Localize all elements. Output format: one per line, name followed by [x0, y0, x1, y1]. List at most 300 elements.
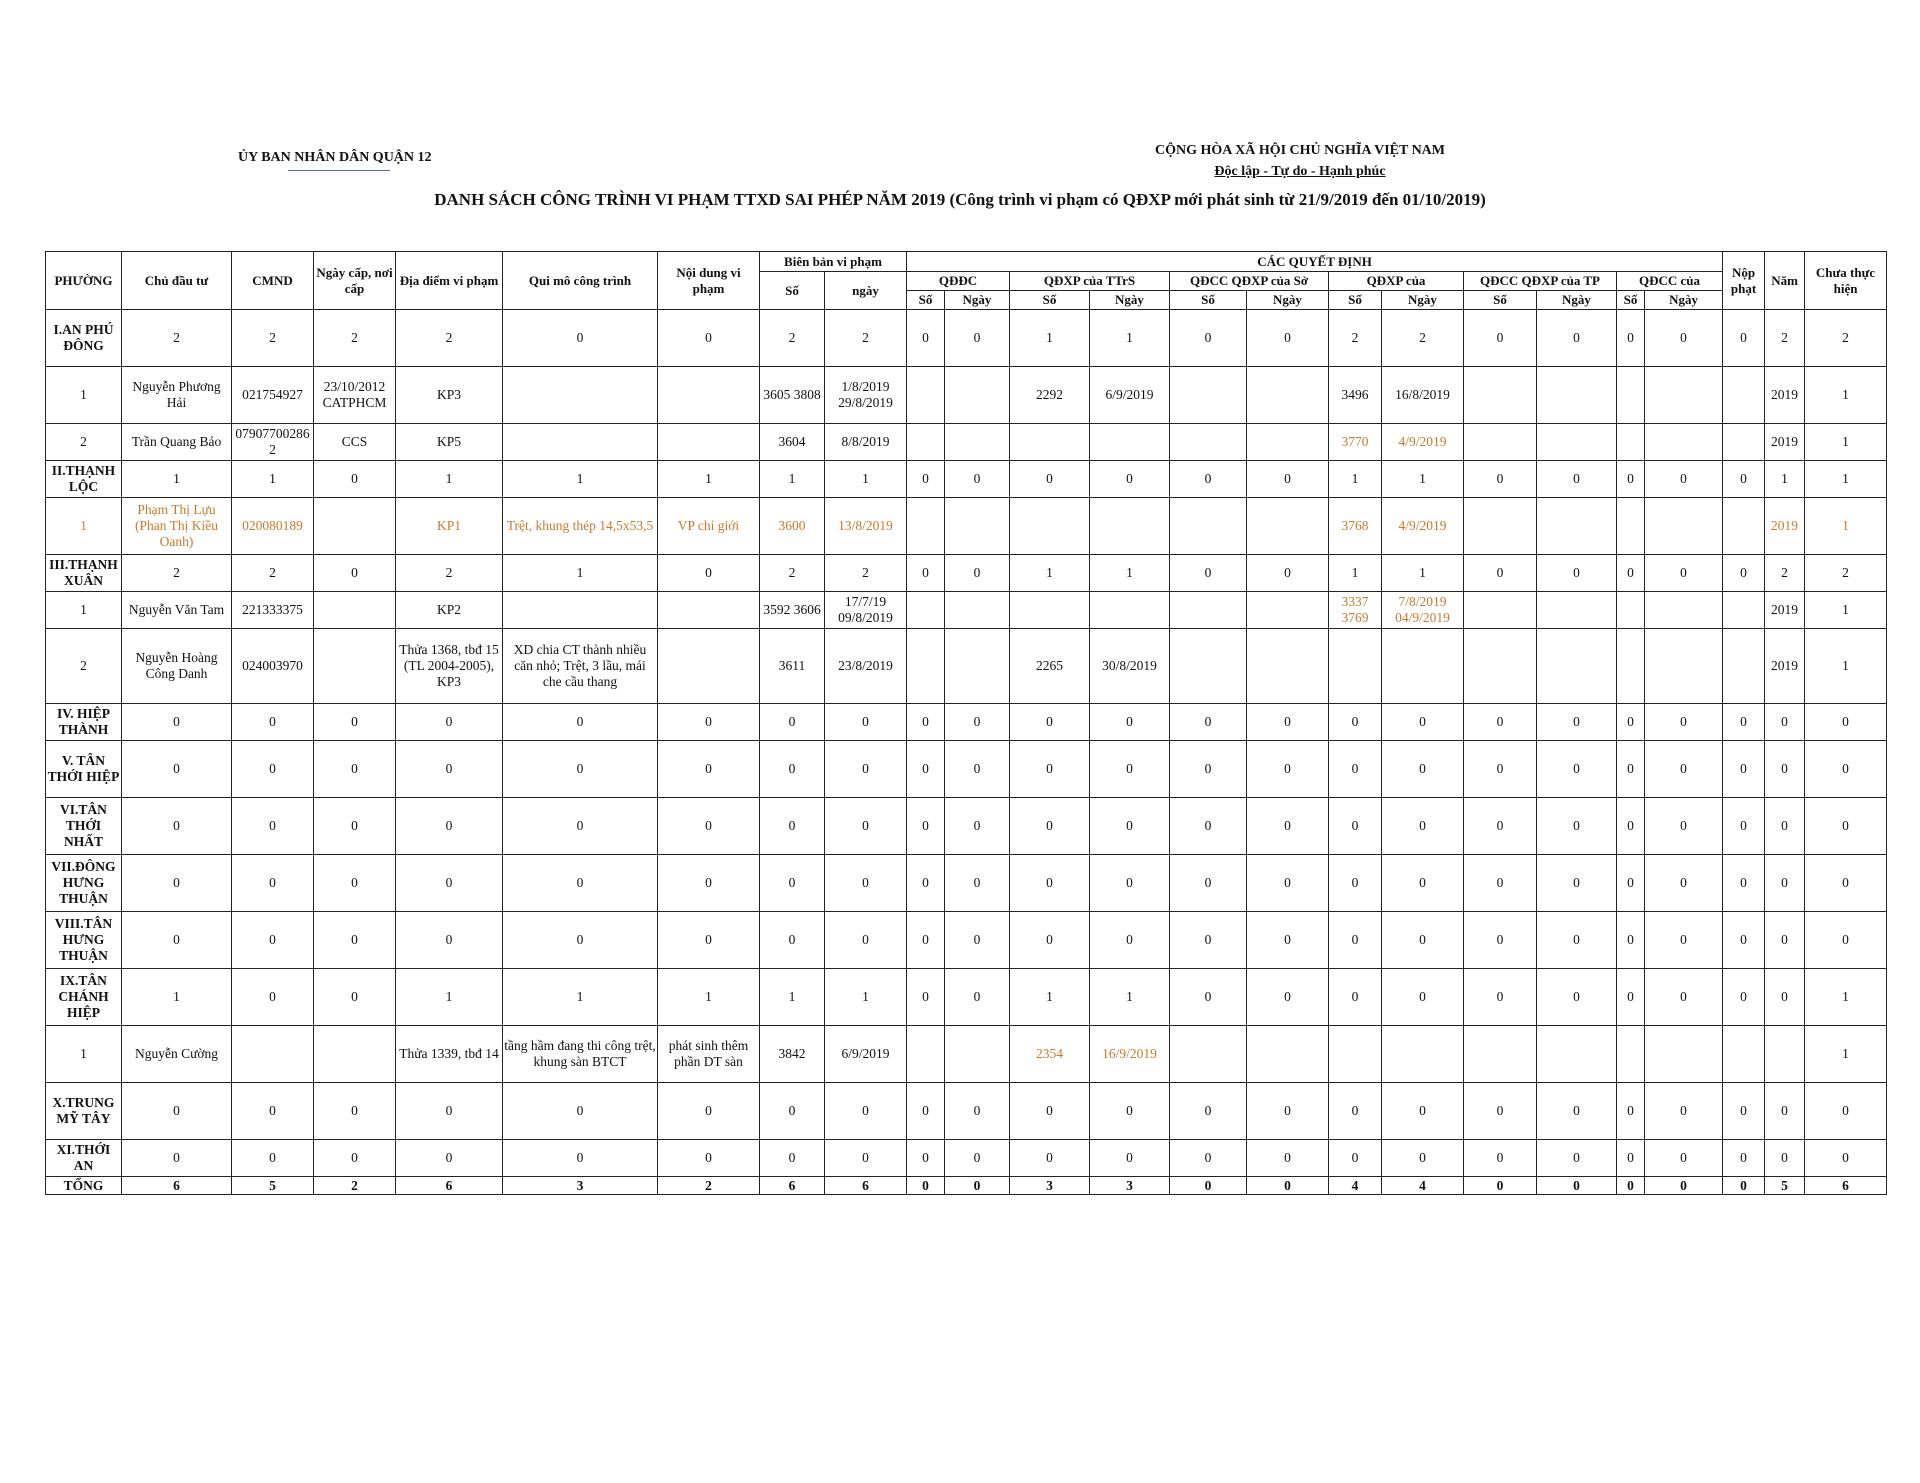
- table-cell: 1: [1010, 555, 1090, 592]
- table-cell: [1537, 592, 1617, 629]
- col-qdcc-cua-ngay: Ngày: [1645, 291, 1723, 310]
- table-cell: 0: [945, 969, 1010, 1026]
- table-cell: Nguyễn Phương Hải: [122, 367, 232, 424]
- table-cell: 0: [1464, 310, 1537, 367]
- table-cell: [1247, 1026, 1329, 1083]
- table-cell: 0: [1170, 1177, 1247, 1195]
- table-cell: 0: [907, 1177, 945, 1195]
- table-cell: 2: [1382, 310, 1464, 367]
- table-cell: 0: [760, 855, 825, 912]
- table-cell: [1382, 629, 1464, 704]
- table-cell: 0: [1645, 798, 1723, 855]
- table-cell: [314, 592, 396, 629]
- table-cell: 0: [1170, 461, 1247, 498]
- table-cell: 0: [1010, 741, 1090, 798]
- table-cell: [1723, 424, 1765, 461]
- col-bb-ngay: ngày: [825, 272, 907, 310]
- table-cell: 3604: [760, 424, 825, 461]
- table-cell: 0: [825, 704, 907, 741]
- table-cell: 0: [1765, 969, 1805, 1026]
- table-cell: 1: [46, 367, 122, 424]
- table-cell: Nguyễn Cường: [122, 1026, 232, 1083]
- table-cell: 1/8/2019 29/8/2019: [825, 367, 907, 424]
- table-cell: 0: [1723, 555, 1765, 592]
- table-cell: 0: [1723, 1140, 1765, 1177]
- table-cell: 0: [1537, 855, 1617, 912]
- table-cell: 0: [1645, 310, 1723, 367]
- table-cell: 0: [1805, 704, 1887, 741]
- ward-row: [46, 310, 1887, 367]
- table-cell: 0: [1723, 310, 1765, 367]
- table-cell: [1170, 424, 1247, 461]
- table-cell: 0: [1170, 912, 1247, 969]
- table-cell: [1247, 629, 1329, 704]
- table-cell: 0: [1765, 741, 1805, 798]
- table-cell: 2: [1765, 310, 1805, 367]
- table-cell: [1645, 498, 1723, 555]
- table-cell: 0: [314, 1083, 396, 1140]
- table-cell: 0: [503, 310, 658, 367]
- table-cell: 0: [503, 855, 658, 912]
- table-cell: [945, 424, 1010, 461]
- table-cell: 0: [1765, 855, 1805, 912]
- table-cell: 0: [760, 798, 825, 855]
- table-cell: 8/8/2019: [825, 424, 907, 461]
- table-cell: 0: [1464, 555, 1537, 592]
- col-qddc-so: Số: [907, 291, 945, 310]
- table-cell: 0: [314, 1140, 396, 1177]
- table-cell: 5: [232, 1177, 314, 1195]
- col-qdxp-cua-ngay: Ngày: [1382, 291, 1464, 310]
- table-cell: 0: [945, 1177, 1010, 1195]
- ward-row: [46, 912, 1887, 969]
- table-cell: [314, 1026, 396, 1083]
- table-cell: 1: [503, 969, 658, 1026]
- table-cell: 0: [1723, 461, 1765, 498]
- table-cell: 0: [1645, 912, 1723, 969]
- table-cell: 7/8/2019 04/9/2019: [1382, 592, 1464, 629]
- table-cell: KP5: [396, 424, 503, 461]
- table-cell: [907, 367, 945, 424]
- col-noi-dung: Nội dung vi phạm: [658, 252, 760, 310]
- table-cell: 0: [825, 1083, 907, 1140]
- table-cell: 0: [314, 704, 396, 741]
- table-cell: VI.TÂN THỚI NHẤT: [46, 798, 122, 855]
- table-cell: 0: [907, 555, 945, 592]
- table-cell: 0: [232, 912, 314, 969]
- table-cell: 2: [122, 555, 232, 592]
- table-cell: 0: [1765, 1140, 1805, 1177]
- table-cell: 0: [658, 741, 760, 798]
- ward-row: [46, 555, 1887, 592]
- table-cell: 0: [1170, 310, 1247, 367]
- ward-row: [46, 461, 1887, 498]
- table-cell: 0: [1464, 798, 1537, 855]
- table-cell: 0: [945, 1083, 1010, 1140]
- table-cell: 0: [1329, 1083, 1382, 1140]
- table-cell: 0: [1329, 969, 1382, 1026]
- table-cell: 0: [1805, 798, 1887, 855]
- table-cell: 1: [46, 592, 122, 629]
- ward-row: [46, 704, 1887, 741]
- table-cell: [658, 367, 760, 424]
- table-cell: [1537, 424, 1617, 461]
- table-cell: [1645, 592, 1723, 629]
- table-cell: 0: [314, 798, 396, 855]
- table-cell: 0: [1329, 798, 1382, 855]
- table-cell: 2: [1329, 310, 1382, 367]
- table-cell: [1464, 367, 1537, 424]
- table-cell: 0: [1645, 1083, 1723, 1140]
- table-cell: 0: [396, 741, 503, 798]
- table-cell: [1247, 592, 1329, 629]
- table-cell: X.TRUNG MỸ TÂY: [46, 1083, 122, 1140]
- table-cell: 2019: [1765, 592, 1805, 629]
- table-cell: 3496: [1329, 367, 1382, 424]
- table-cell: [1464, 498, 1537, 555]
- table-cell: 6/9/2019: [825, 1026, 907, 1083]
- table-cell: Thửa 1339, tbđ 14: [396, 1026, 503, 1083]
- table-cell: Nguyễn Hoàng Công Danh: [122, 629, 232, 704]
- table-cell: Thửa 1368, tbđ 15 (TL 2004-2005), KP3: [396, 629, 503, 704]
- table-cell: [1464, 1026, 1537, 1083]
- table-cell: II.THẠNH LỘC: [46, 461, 122, 498]
- table-cell: [907, 592, 945, 629]
- col-nop-phat: Nộp phạt: [1723, 252, 1765, 310]
- table-cell: 0: [1464, 969, 1537, 1026]
- table-cell: 1: [1805, 367, 1887, 424]
- table-cell: 0: [1170, 1140, 1247, 1177]
- agency-name: ỦY BAN NHÂN DÂN QUẬN 12: [238, 150, 432, 166]
- table-cell: 2: [314, 1177, 396, 1195]
- table-cell: [1382, 1026, 1464, 1083]
- table-cell: 2: [122, 310, 232, 367]
- table-cell: [658, 629, 760, 704]
- table-cell: 0: [1617, 1083, 1645, 1140]
- table-cell: 0: [1247, 969, 1329, 1026]
- table-cell: 1: [1765, 461, 1805, 498]
- table-cell: 2292: [1010, 367, 1090, 424]
- table-cell: 0: [658, 912, 760, 969]
- table-cell: [1170, 592, 1247, 629]
- ward-row: [46, 1140, 1887, 1177]
- table-cell: 0: [907, 310, 945, 367]
- table-cell: 6: [396, 1177, 503, 1195]
- table-cell: 0: [1617, 912, 1645, 969]
- table-cell: [907, 498, 945, 555]
- table-cell: 23/8/2019: [825, 629, 907, 704]
- table-cell: 0: [1537, 798, 1617, 855]
- table-cell: 0: [907, 1083, 945, 1140]
- table-cell: 0: [1805, 855, 1887, 912]
- table-cell: [1329, 629, 1382, 704]
- table-cell: 1: [503, 461, 658, 498]
- table-cell: 0: [1645, 1177, 1723, 1195]
- table-cell: 4: [1329, 1177, 1382, 1195]
- table-cell: VII.ĐÔNG HƯNG THUẬN: [46, 855, 122, 912]
- table-cell: KP2: [396, 592, 503, 629]
- table-cell: 0: [760, 1083, 825, 1140]
- table-cell: 0: [396, 1140, 503, 1177]
- table-cell: 0: [1537, 461, 1617, 498]
- table-cell: 0: [907, 704, 945, 741]
- table-cell: 0: [396, 912, 503, 969]
- table-cell: [1617, 1026, 1645, 1083]
- table-cell: 0: [1645, 1140, 1723, 1177]
- table-cell: 1: [122, 969, 232, 1026]
- table-cell: 0: [1247, 1083, 1329, 1140]
- table-cell: 1: [122, 461, 232, 498]
- table-cell: [503, 367, 658, 424]
- table-cell: 0: [1170, 555, 1247, 592]
- table-cell: 1: [1010, 969, 1090, 1026]
- table-cell: 6: [122, 1177, 232, 1195]
- table-cell: 0: [1247, 912, 1329, 969]
- table-cell: 024003970: [232, 629, 314, 704]
- table-cell: Phạm Thị Lựu (Phan Thị Kiều Oanh): [122, 498, 232, 555]
- table-cell: Trệt, khung thép 14,5x53,5: [503, 498, 658, 555]
- table-cell: 0: [945, 855, 1010, 912]
- table-cell: 0: [1617, 798, 1645, 855]
- col-qui-mo: Qui mô công trình: [503, 252, 658, 310]
- table-cell: 3770: [1329, 424, 1382, 461]
- table-cell: [1170, 367, 1247, 424]
- table-cell: 1: [503, 555, 658, 592]
- table-cell: 23/10/2012 CATPHCM: [314, 367, 396, 424]
- table-cell: [1329, 1026, 1382, 1083]
- ward-row: [46, 969, 1887, 1026]
- table-cell: [1464, 424, 1537, 461]
- table-cell: 0: [1382, 798, 1464, 855]
- table-cell: 1: [825, 461, 907, 498]
- col-qdxp-ttrs-ngay: Ngày: [1090, 291, 1170, 310]
- col-qdxp-cua-so: Số: [1329, 291, 1382, 310]
- table-cell: V. TÂN THỚI HIỆP: [46, 741, 122, 798]
- table-cell: 0: [1382, 855, 1464, 912]
- table-cell: 0: [1765, 704, 1805, 741]
- table-cell: 0: [907, 912, 945, 969]
- table-cell: [1723, 367, 1765, 424]
- table-cell: 0: [1329, 704, 1382, 741]
- table-cell: 0: [1247, 555, 1329, 592]
- table-cell: 0: [1170, 969, 1247, 1026]
- col-qdcc-cua: QĐCC của: [1617, 272, 1723, 291]
- col-qddc: QĐĐC: [907, 272, 1010, 291]
- table-cell: 0: [503, 912, 658, 969]
- table-cell: 0: [658, 555, 760, 592]
- national-title: CỘNG HÒA XÃ HỘI CHỦ NGHĨA VIỆT NAM: [1154, 143, 1445, 158]
- table-cell: 0: [314, 855, 396, 912]
- table-cell: [1537, 367, 1617, 424]
- table-cell: 0: [760, 741, 825, 798]
- table-cell: [1247, 498, 1329, 555]
- table-row: [46, 424, 1887, 461]
- table-cell: 0: [1617, 555, 1645, 592]
- table-cell: 0: [945, 798, 1010, 855]
- table-cell: [1170, 629, 1247, 704]
- table-cell: 0: [825, 855, 907, 912]
- table-cell: 0: [1723, 912, 1765, 969]
- table-cell: 1: [1329, 461, 1382, 498]
- table-cell: [658, 424, 760, 461]
- table-cell: 021754927: [232, 367, 314, 424]
- col-phuong: PHƯỜNG: [46, 252, 122, 310]
- table-row: [46, 592, 1887, 629]
- table-cell: 0: [658, 310, 760, 367]
- ward-row: [46, 798, 1887, 855]
- table-cell: 0: [1170, 741, 1247, 798]
- table-cell: 0: [232, 1083, 314, 1140]
- table-cell: 6: [760, 1177, 825, 1195]
- table-cell: 0: [1723, 1177, 1765, 1195]
- ward-row: [46, 741, 1887, 798]
- table-cell: 1: [232, 461, 314, 498]
- table-cell: [1537, 498, 1617, 555]
- table-cell: 1: [396, 969, 503, 1026]
- table-cell: 1: [1805, 461, 1887, 498]
- table-cell: 0: [1090, 912, 1170, 969]
- table-cell: 0: [825, 1140, 907, 1177]
- table-cell: 0: [122, 798, 232, 855]
- table-cell: 2: [314, 310, 396, 367]
- table-cell: 1: [1805, 498, 1887, 555]
- table-cell: 0: [1170, 1083, 1247, 1140]
- table-cell: 0: [503, 1083, 658, 1140]
- table-cell: [314, 629, 396, 704]
- agency-underline: [288, 170, 390, 171]
- table-cell: I.AN PHÚ ĐÔNG: [46, 310, 122, 367]
- table-cell: 0: [907, 741, 945, 798]
- table-cell: 1: [1090, 969, 1170, 1026]
- table-cell: 0: [825, 798, 907, 855]
- table-cell: 0: [1537, 1140, 1617, 1177]
- col-cac-quyet-dinh: CÁC QUYẾT ĐỊNH: [907, 252, 1723, 272]
- table-cell: [1170, 498, 1247, 555]
- table-cell: 0: [907, 969, 945, 1026]
- table-cell: 0: [658, 704, 760, 741]
- table-cell: 2: [760, 310, 825, 367]
- table-cell: 0: [907, 1140, 945, 1177]
- table-cell: 0: [122, 741, 232, 798]
- table-cell: 1: [1010, 310, 1090, 367]
- col-qdcc-so-ngay: Ngày: [1247, 291, 1329, 310]
- table-cell: [1617, 592, 1645, 629]
- table-cell: KP1: [396, 498, 503, 555]
- table-cell: 0: [396, 798, 503, 855]
- table-cell: 0: [503, 704, 658, 741]
- table-cell: 0: [1464, 741, 1537, 798]
- table-cell: 0: [1247, 1140, 1329, 1177]
- col-chua-thuc-hien: Chưa thực hiện: [1805, 252, 1887, 310]
- table-cell: 1: [760, 969, 825, 1026]
- table-cell: phát sinh thêm phần DT sàn: [658, 1026, 760, 1083]
- table-cell: 0: [1464, 704, 1537, 741]
- table-cell: 0: [1090, 1083, 1170, 1140]
- table-cell: 0: [1723, 855, 1765, 912]
- table-cell: 0: [825, 741, 907, 798]
- table-cell: [945, 498, 1010, 555]
- col-qdxp-ttrs: QĐXP của TTrS: [1010, 272, 1170, 291]
- table-cell: tầng hầm đang thi công trệt, khung sàn BTCT: [503, 1026, 658, 1083]
- table-cell: 0: [907, 855, 945, 912]
- table-cell: 0: [1617, 969, 1645, 1026]
- table-cell: 1: [658, 461, 760, 498]
- table-cell: [1010, 592, 1090, 629]
- table-cell: 0: [1723, 1083, 1765, 1140]
- table-cell: 020080189: [232, 498, 314, 555]
- table-cell: 0: [907, 798, 945, 855]
- table-cell: [907, 424, 945, 461]
- table-cell: 2: [1805, 310, 1887, 367]
- table-cell: 0: [232, 741, 314, 798]
- table-cell: 0: [1090, 704, 1170, 741]
- table-cell: 0: [1464, 1177, 1537, 1195]
- table-cell: 0: [396, 1083, 503, 1140]
- table-cell: 0: [1329, 1140, 1382, 1177]
- col-ngay-cap: Ngày cấp, nơi cấp: [314, 252, 396, 310]
- table-cell: 0: [1617, 1177, 1645, 1195]
- table-row: [46, 367, 1887, 424]
- table-cell: 1: [1090, 310, 1170, 367]
- violations-table: [45, 251, 1887, 1195]
- table-cell: 2: [46, 424, 122, 461]
- table-cell: 0: [1617, 855, 1645, 912]
- table-cell: 0: [1382, 912, 1464, 969]
- table-cell: 0: [1464, 912, 1537, 969]
- table-cell: 0: [122, 1140, 232, 1177]
- table-cell: 0: [1247, 798, 1329, 855]
- table-cell: [1090, 592, 1170, 629]
- table-cell: [1617, 629, 1645, 704]
- table-cell: 0: [1723, 741, 1765, 798]
- table-cell: 0: [1537, 704, 1617, 741]
- table-cell: 2019: [1765, 629, 1805, 704]
- table-cell: 0: [232, 1140, 314, 1177]
- table-cell: [1247, 367, 1329, 424]
- col-nam: Năm: [1765, 252, 1805, 310]
- table-cell: 4: [1382, 1177, 1464, 1195]
- table-cell: 0: [658, 1083, 760, 1140]
- table-cell: 0: [1464, 461, 1537, 498]
- table-cell: KP3: [396, 367, 503, 424]
- table-cell: 0: [1537, 969, 1617, 1026]
- col-qdcc-tp-so: Số: [1464, 291, 1537, 310]
- table-cell: 3: [503, 1177, 658, 1195]
- table-cell: 0: [1464, 855, 1537, 912]
- table-cell: 3: [1090, 1177, 1170, 1195]
- table-cell: 0: [1382, 969, 1464, 1026]
- table-cell: 2: [760, 555, 825, 592]
- total-row: [46, 1177, 1887, 1195]
- table-cell: 0: [1765, 1083, 1805, 1140]
- table-cell: VP chỉ giới: [658, 498, 760, 555]
- table-cell: 2: [658, 1177, 760, 1195]
- table-cell: 1: [1805, 424, 1887, 461]
- table-cell: 0: [1464, 1083, 1537, 1140]
- table-cell: 0: [825, 912, 907, 969]
- col-qdcc-tp: QĐCC QĐXP của TP: [1464, 272, 1617, 291]
- national-header: [1100, 140, 1500, 182]
- table-cell: 0: [232, 798, 314, 855]
- table-cell: [1010, 424, 1090, 461]
- table-cell: 0: [1090, 741, 1170, 798]
- table-cell: [945, 367, 1010, 424]
- table-cell: 0: [1723, 969, 1765, 1026]
- table-cell: 0: [314, 555, 396, 592]
- table-cell: [1617, 498, 1645, 555]
- table-cell: [1464, 592, 1537, 629]
- table-cell: 0: [1010, 704, 1090, 741]
